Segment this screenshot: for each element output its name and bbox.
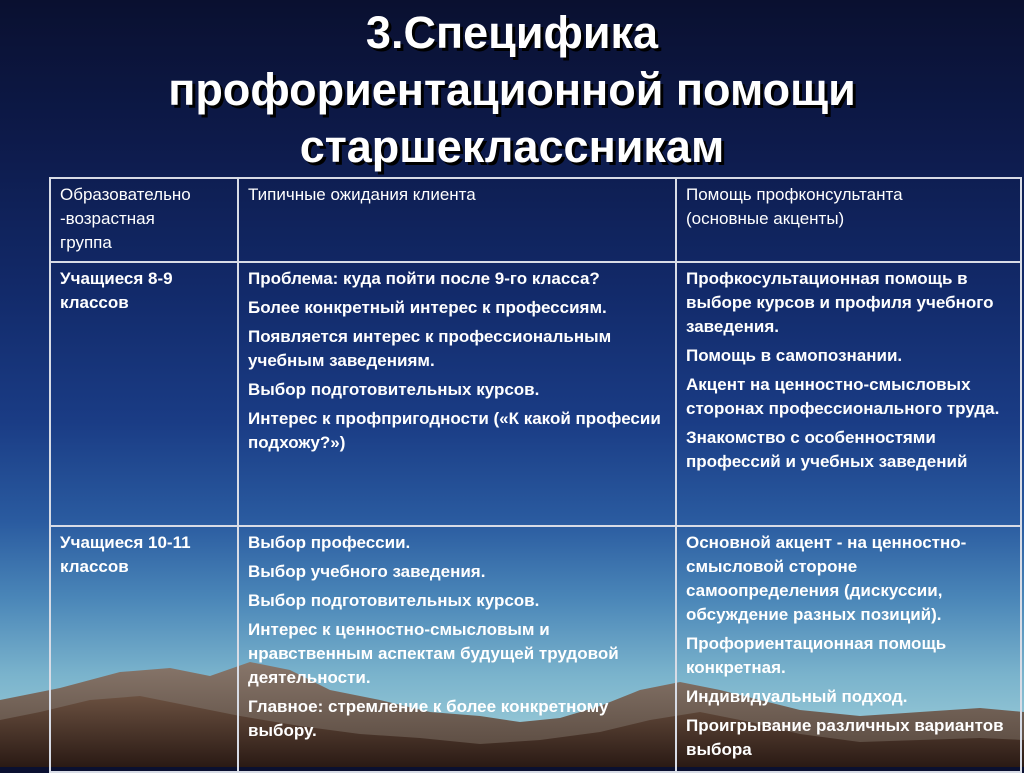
- table-row: [50, 262, 1021, 526]
- expectation-item: Выбор подготовительных курсов.: [248, 380, 540, 399]
- group-cell: Учащиеся 10-11 классов: [50, 526, 238, 772]
- expectation-item: Выбор подготовительных курсов.: [248, 591, 540, 610]
- help-item: Проигрывание различных вариантов выбора: [686, 716, 1004, 759]
- expectation-item: Выбор профессии.: [248, 533, 411, 552]
- help-item: Знакомство с особенностями профессий и учебных заведений: [686, 428, 968, 471]
- title-line-2: профориентационной помощи: [168, 64, 856, 115]
- expectation-item: Выбор учебного заведения.: [248, 562, 486, 581]
- table-header-row: [50, 178, 1021, 262]
- help-item: Основной акцент - на ценностно-смысловой стороне самоопределения (дискуссии, обсуждение разных позиций).: [686, 533, 967, 624]
- header-help: Помощь профконсультанта (основные акценты): [676, 178, 1021, 262]
- guidance-table: [49, 177, 1022, 773]
- header-expectations: Типичные ожидания клиента: [238, 178, 676, 262]
- title-line-1: 3.Специфика: [365, 7, 659, 58]
- expectation-item: Проблема: куда пойти после 9-го класса?: [248, 269, 600, 288]
- header-group: Образовательно -возрастная группа: [50, 178, 238, 262]
- slide-title: [0, 4, 1024, 175]
- help-item: Акцент на ценностно-смысловых сторонах профессионального труда.: [686, 375, 1000, 418]
- title-line-3: старшеклассникам: [299, 121, 725, 172]
- expectation-item: Появляется интерес к профессиональным учебным заведениям.: [248, 327, 612, 370]
- help-item: Профориентационная помощь конкретная.: [686, 634, 947, 677]
- table-row: [50, 526, 1021, 772]
- help-item: Помощь в самопознании.: [686, 346, 903, 365]
- help-item: Индивидуальный подход.: [686, 687, 908, 706]
- help-cell: [676, 262, 1021, 526]
- expectations-cell: [238, 262, 676, 526]
- expectation-item: Интерес к профпригодности («К какой професии подхожу?»): [248, 409, 661, 452]
- expectations-cell: [238, 526, 676, 772]
- expectation-item: Более конкретный интерес к профессиям.: [248, 298, 607, 317]
- group-cell: Учащиеся 8-9 классов: [50, 262, 238, 526]
- expectation-item: Интерес к ценностно-смысловым и нравственным аспектам будущей трудовой деятельности.: [248, 620, 619, 687]
- expectation-item: Главное: стремление к более конкретному выбору.: [248, 697, 609, 740]
- help-item: Профкосультационная помощь в выборе курсов и профиля учебного заведения.: [686, 269, 994, 336]
- help-cell: [676, 526, 1021, 772]
